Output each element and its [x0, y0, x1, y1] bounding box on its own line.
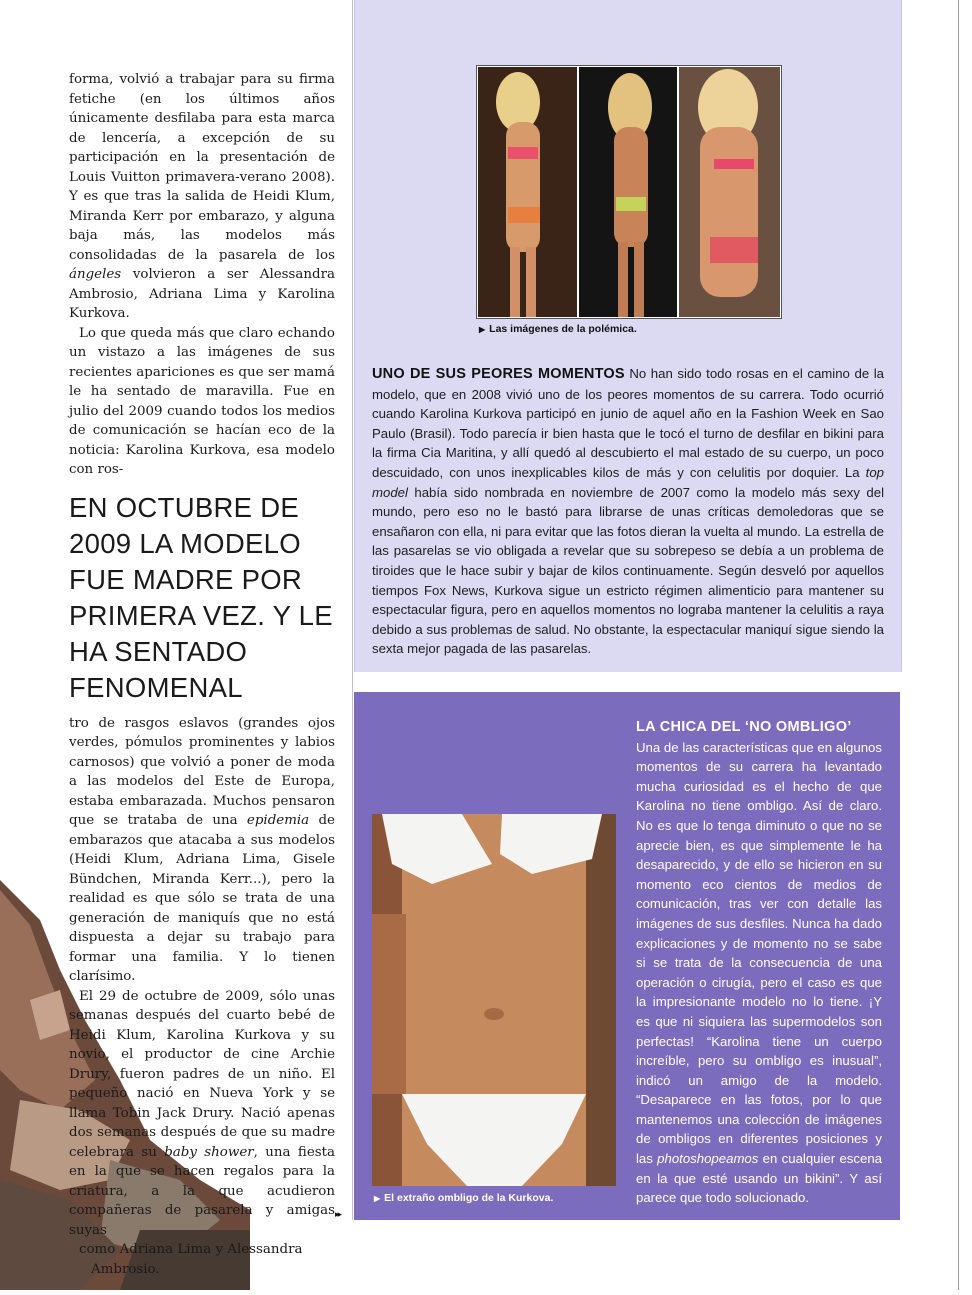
bottom-photo-caption: ▶ El extraño ombligo de la Kurkova. [374, 1192, 554, 1204]
top-photo-caption-text: Las imágenes de la polémica. [489, 323, 637, 335]
paragraph-1-text: forma, volvió a trabajar para su firma fetiche (en los últimos años únicamente desfilaba para esta marca de lencería, a excepción de su participación en la presentación de Louis Vuitton primavera-verano 2008). Y es que tras la salida de Heidi Klum, Miranda Kerr por embarazo, y alguna baja más, las modelos más consolidadas de la pasarela de los [69, 72, 335, 263]
bottom-box-heading: LA CHICA DEL ‘NO OMBLIGO’ [636, 719, 852, 735]
paragraph-4-tail-1: como Adriana Lima y Alessandra [79, 1242, 303, 1257]
paragraph-3-end: de embarazos que atacaba a sus modelos (Heidi Klum, Adriana Lima, Gisele Bündchen, Miranda Kerr...), pero la realidad es que sólo se trata de una generación de maniquís que no está dispuesta a dejar su trabajo para formar una familia. Y lo tienen clarísimo. [69, 813, 335, 984]
page-edge [958, 0, 972, 1290]
navel-photo [372, 814, 616, 1186]
top-box-heading: UNO DE SUS PEORES MOMENTOS [372, 366, 625, 382]
top-box-text-italic: top model [372, 464, 884, 500]
pull-quote: EN OCTUBRE DE 2009 LA MODELO FUE MADRE POR PRIMERA VEZ. Y LE HA SENTADO FENOMENAL [69, 491, 333, 703]
paragraph-4 [69, 987, 335, 1241]
bottom-box-text-a: Una de las características que en algunos momentos de su carrera ha levantado mucha curiosidad es el hecho de que Karolina no tiene ombligo. Así de claro. No es que lo tenga diminuto o que no se aprecie bien, es que simplemente le ha desaparecido, y de ello se hicieron en su momento eco cientos de medios de comunicación, tras ver con detalle las imágenes de sus desfiles. Nunca ha dado explicaciones y de momento no se sabe si se trata de la consecuencia de una operación o cirugía, pero el caso es que la impresionante modelo no lo tiene. ¡Y es que ni siquiera las supermodelos son perfectas! “Karolina tiene un cuerpo increíble, pero su ombligo es inusual”, indicó un amigo de la modelo. “Desaparece en las fotos, por lo que mantenemos una colección de imágenes de ombligos en diferentes posiciones y las [636, 739, 882, 1167]
paragraph-4-text: El 29 de octubre de 2009, sólo unas semanas después del cuarto bebé de Heidi Klum, Karolina Kurkova y su novio, el productor de cine Archie Drury, fueron padres de un niño. El pequeño nació en Nueva York y se llama Tobin Jack Drury. Nació apenas dos semanas después de que su madre celebrara su [69, 988, 335, 1160]
paragraph-4-italic: baby shower [164, 1144, 254, 1160]
paragraph-4-end: , una fiesta en la que se hacen regalos para la criatura, a la que acudieron compañeras de pasarela y amigas suyas [69, 1144, 335, 1238]
paragraph-4-tail-2: Ambrosio. [91, 1261, 160, 1277]
paragraph-3-italic: epidemia [246, 813, 310, 828]
continue-arrow-icon: ▸▸ [335, 1210, 341, 1220]
top-photo-caption: ▶ Las imágenes de la polémica. [479, 323, 637, 335]
bottom-box-text-b: en cualquier escena en la que esté usando un bikini”. Y así parece que todo solucionado. [636, 1151, 882, 1206]
sidebar-box-top [354, 0, 902, 672]
top-box-text-a: No han sido todo rosas en el camino de la modelo, que en 2008 vivió uno de los peores momentos de su carrera. Todo ocurrió cuando Karolina Kurkova participó en junio de aquel año en la Fashion Week en Sao Paulo (Brasil). Todo parecía ir bien hasta que le tocó el turno de desfilar en bikini para la firma Cia Maritina, y allí quedó al descubierto el mal estado de su cuerpo, un poco descuidado, con unos inexplicables kilos de más y con celulitis por doquier. La [372, 366, 885, 480]
column-divider [352, 0, 353, 1220]
top-box-text [372, 364, 884, 659]
bottom-box-text [636, 718, 882, 1208]
bottom-box-text-italic: photoshopeamos [657, 1151, 759, 1167]
runway-photo-strip [477, 66, 781, 318]
top-box-text-b: había sido nombrada en noviembre de 2007 como la modelo más sexy del mundo, pero eso no le bastó para librarse de unas críticas demoledoras que se ensañaron con ella, ni para evitar que las fotos dieran la vuelta al mundo. La estrella de las pasarelas se vio obligada a revelar que su sobrepeso se debía a un problema de tiroides que le hace subir y bajar de kilos continuamente. Según desveló por aquellos tiempos Fox News, Kurkova sigue un estricto régimen alimenticio para mantener su espectacular figura, pero en aquellos momentos no lograba mantener la celulitis a raya debido a sus problemas de salud. No obstante, la espectacular maniquí sigue siendo la sexta mejor pagada de las pasarelas. [372, 484, 884, 657]
paragraph-1 [69, 70, 335, 324]
paragraph-3-text: tro de rasgos eslavos (grandes ojos verdes, pómulos prominentes y labios carnosos) que volvió a poner de moda a las modelos del Este de Europa, estaba embarazada. Muchos pensaron que se trataba de una [69, 715, 335, 828]
paragraph-1-italic: ángeles [69, 267, 122, 282]
paragraph-1-end: volvieron a ser Alessandra Ambrosio, Adriana Lima y Karolina Kurkova. [69, 267, 335, 321]
sidebar-box-bottom [354, 692, 900, 1220]
paragraph-2: Lo que queda más que claro echando un vistazo a las imágenes de sus recientes apariciones es que ser mamá le ha sentado de maravilla. Fue en julio del 2009 cuando todos los medios de comunicación se hacían eco de la noticia: Karolina Kurkova, esa modelo con ros- [69, 325, 335, 477]
paragraph-3 [69, 714, 335, 987]
bottom-photo-caption-text: El extraño ombligo de la Kurkova. [384, 1192, 554, 1204]
left-article-column [69, 70, 335, 1279]
